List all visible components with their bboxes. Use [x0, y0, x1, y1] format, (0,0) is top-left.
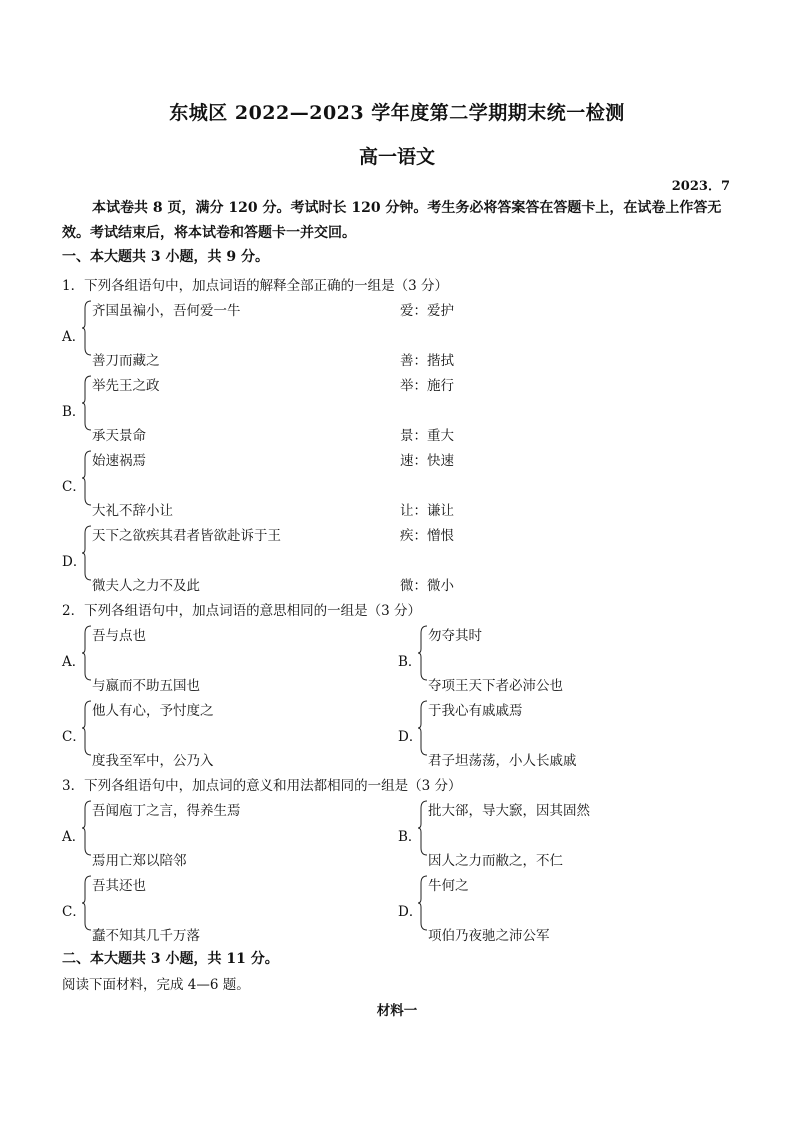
option-gloss-2: 微：微小: [400, 578, 454, 594]
brace-icon: [82, 875, 92, 931]
option-line-1: 他人有心，予忖度之: [92, 703, 214, 719]
option-line-1: 勿夺其时: [428, 628, 482, 644]
option-line-1: 始速祸焉: [92, 453, 146, 469]
option-line-2: 大礼不辞小让: [92, 503, 173, 519]
option-line-1: 天下之欲疾其君者皆欲赴诉于王: [92, 528, 281, 544]
option-line-2: 善刀而藏之: [92, 353, 160, 369]
option-label: B．: [398, 829, 422, 845]
option-gloss-1: 举：施行: [400, 378, 454, 394]
option-line-2: 度我至军中，公乃入: [92, 753, 214, 769]
option-line-1: 于我心有戚戚焉: [428, 703, 523, 719]
exam-date: 2023．7: [671, 179, 730, 194]
brace-icon: [418, 625, 428, 681]
brace-icon: [418, 700, 428, 756]
option-gloss-1: 爱：爱护: [400, 303, 454, 319]
brace-icon: [82, 300, 92, 356]
option-line-2: 蠢不知其几千万落: [92, 928, 200, 944]
option-label: C．: [62, 729, 86, 745]
option-line-2: 与嬴而不助五国也: [92, 678, 200, 694]
option-line-2: 承天景命: [92, 428, 146, 444]
exam-title: 东城区 2022—2023 学年度第二学期期末统一检测: [169, 102, 625, 124]
option-gloss-2: 让：谦让: [400, 503, 454, 519]
option-label: A．: [62, 829, 86, 845]
question-1-stem: 1．下列各组语句中，加点词语的解释全部正确的一组是（3 分）: [62, 278, 448, 294]
option-label: D．: [62, 554, 87, 570]
option-line-1: 举先王之政: [92, 378, 160, 394]
option-line-2: 君子坦荡荡，小人长戚戚: [428, 753, 577, 769]
option-line-1: 批大郤，导大窾，因其固然: [428, 803, 590, 819]
option-gloss-2: 景：重大: [400, 428, 454, 444]
option-label: C．: [62, 904, 86, 920]
brace-icon: [418, 875, 428, 931]
option-line-1: 吾与点也: [92, 628, 146, 644]
option-gloss-2: 善：揩拭: [400, 353, 454, 369]
option-gloss-1: 速：快速: [400, 453, 454, 469]
brace-icon: [82, 375, 92, 431]
exam-subtitle: 高一语文: [358, 146, 435, 168]
exam-instructions: 本试卷共 8 页，满分 120 分。考试时长 120 分钟。考生务必将答案答在答题卡上，在试卷上作答无效。考试结束后，将本试卷和答题卡一并交回。: [62, 200, 722, 241]
brace-icon: [82, 700, 92, 756]
option-gloss-1: 疾：憎恨: [400, 528, 454, 544]
option-label: B．: [62, 404, 86, 420]
question-3-stem: 3．下列各组语句中，加点词的意义和用法都相同的一组是（3 分）: [62, 778, 462, 794]
option-line-2: 项伯乃夜驰之沛公军: [428, 928, 550, 944]
brace-icon: [82, 525, 92, 581]
reading-instruction: 阅读下面材料，完成 4—6 题。: [62, 977, 250, 993]
option-line-2: 微夫人之力不及此: [92, 578, 200, 594]
section-2-heading: 二、本大题共 3 小题，共 11 分。: [62, 951, 279, 967]
option-label: A．: [62, 329, 86, 345]
option-line-1: 牛何之: [428, 878, 469, 894]
material-title: 材料一: [376, 1003, 418, 1019]
option-line-1: 吾闻庖丁之言，得养生焉: [92, 803, 241, 819]
option-line-2: 因人之力而敝之，不仁: [428, 853, 563, 869]
option-label: D．: [398, 729, 423, 745]
section-1-heading: 一、本大题共 3 小题，共 9 分。: [62, 249, 269, 265]
option-line-2: 夺项王天下者必沛公也: [428, 678, 563, 694]
brace-icon: [82, 800, 92, 856]
brace-icon: [82, 450, 92, 506]
brace-icon: [418, 800, 428, 856]
option-line-2: 焉用亡郑以陪邻: [92, 853, 187, 869]
option-line-1: 齐国虽褊小，吾何爱一牛: [92, 303, 241, 319]
brace-icon: [82, 625, 92, 681]
option-label: A．: [62, 654, 86, 670]
option-line-1: 吾其还也: [92, 878, 146, 894]
option-label: B．: [398, 654, 422, 670]
option-label: C．: [62, 479, 86, 495]
question-2-stem: 2．下列各组语句中，加点词语的意思相同的一组是（3 分）: [62, 603, 421, 619]
option-label: D．: [398, 904, 423, 920]
